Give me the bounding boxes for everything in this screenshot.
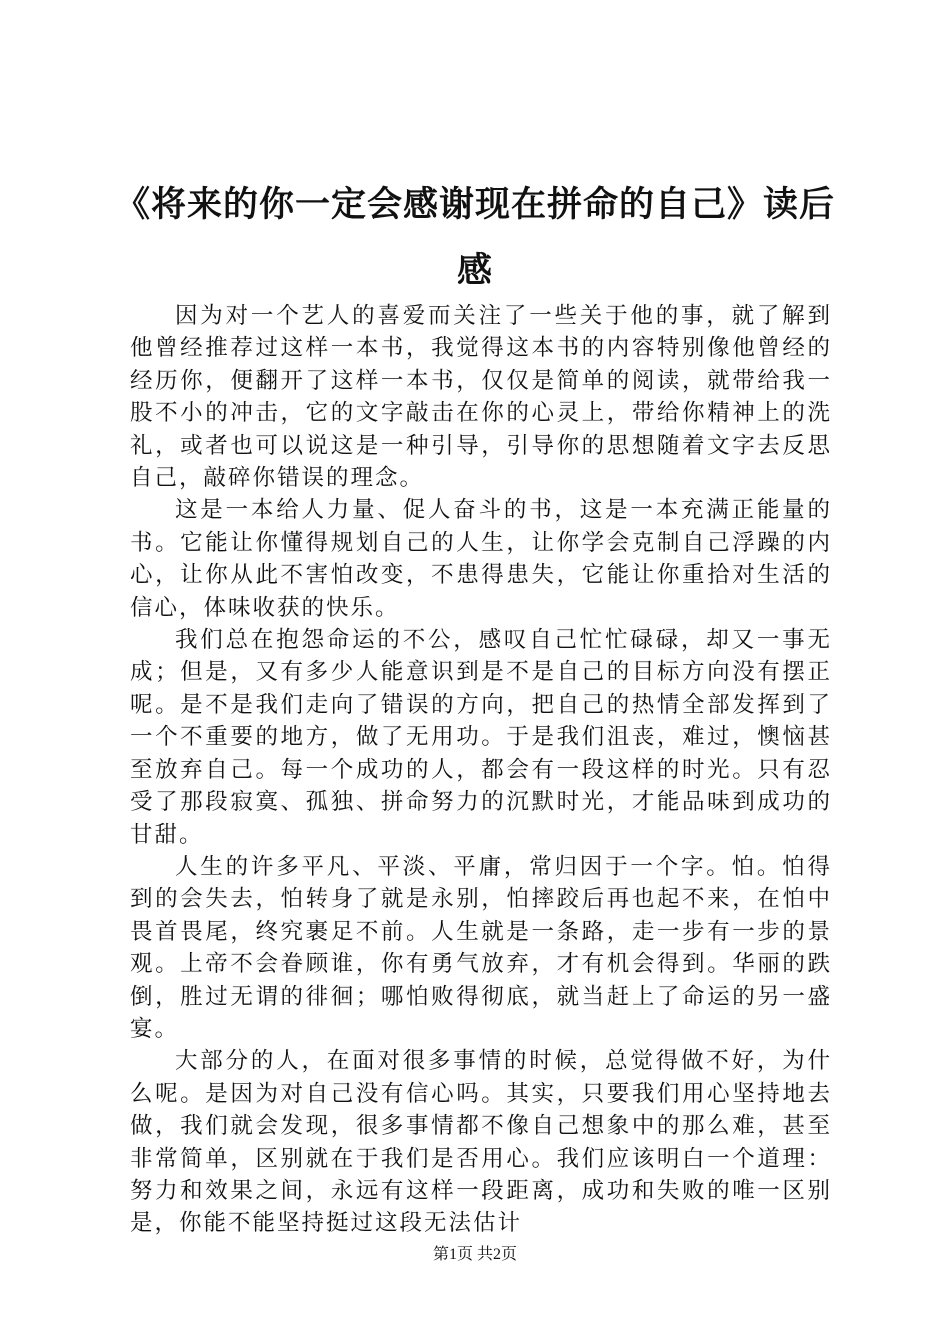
paragraph: 大部分的人，在面对很多事情的时候，总觉得做不好，为什么呢。是因为对自己没有信心吗。其实，只要我们用心坚持地去做，我们就会发现，很多事情都不像自己想象中的那么难，甚至非常简单，区别就在于我们是否用心。我们应该明白一个道理：努力和效果之间，永远有这样一段距离，成功和失败的唯一区别是，你能不能坚持挺过这段无法估计 xyxy=(130,1048,832,1237)
paragraph: 我们总在抱怨命运的不公，感叹自己忙忙碌碌，却又一事无成；但是，又有多少人能意识到是不是自己的目标方向没有摆正呢。是不是我们走向了错误的方向，把自己的热情全部发挥到了一个不重要的地方，做了无用功。于是我们沮丧，难过，懊恼甚至放弃自己。每一个成功的人，都会有一段这样的时光。只有忍受了那段寂寞、孤独、拼命努力的沉默时光，才能品味到成功的甘甜。 xyxy=(130,627,832,848)
paragraph: 人生的许多平凡、平淡、平庸，常归因于一个字。怕。怕得到的会失去，怕转身了就是永别，怕摔跤后再也起不来，在怕中畏首畏尾，终究裹足不前。人生就是一条路，走一步有一步的景观。上帝不会眷顾谁，你有勇气放弃，才有机会得到。华丽的跌倒，胜过无谓的徘徊；哪怕败得彻底，就当赶上了命运的另一盛宴。 xyxy=(130,853,832,1042)
paragraph: 这是一本给人力量、促人奋斗的书，这是一本充满正能量的书。它能让你懂得规划自己的人生，让你学会克制自己浮躁的内心，让你从此不害怕改变，不患得患失，它能让你重拾对生活的信心，体味收获的快乐。 xyxy=(130,497,832,621)
paragraph: 因为对一个艺人的喜爱而关注了一些关于他的事，就了解到他曾经推荐过这样一本书，我觉得这本书的内容特别像他曾经的经历你，便翻开了这样一本书，仅仅是简单的阅读，就带给我一股不小的冲击，它的文字敲击在你的心灵上，带给你精神上的洗礼，或者也可以说这是一种引导，引导你的思想随着文字去反思自己，敲碎你错误的理念。 xyxy=(130,303,832,492)
document-title: 《将来的你一定会感谢现在拼命的自己》读后感 xyxy=(114,184,835,291)
document-body xyxy=(130,300,832,1240)
page-number-footer: 第1页 共2页 xyxy=(432,1246,517,1263)
